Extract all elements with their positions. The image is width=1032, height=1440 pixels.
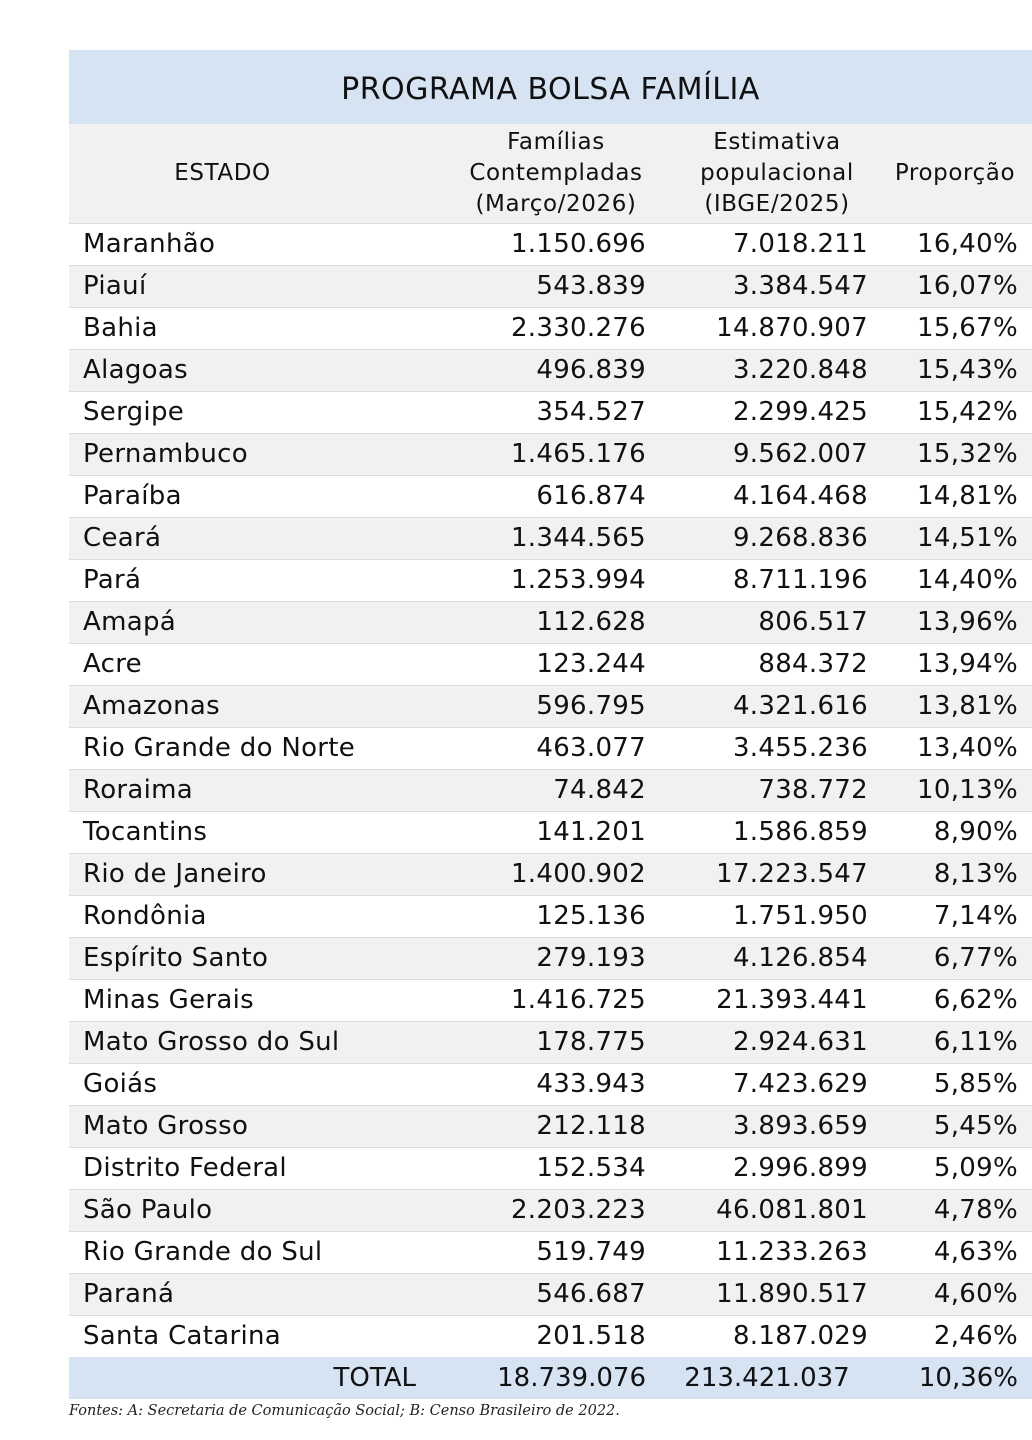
state-cell: Espírito Santo — [83, 943, 269, 973]
families-cell: 178.775 — [536, 1027, 646, 1057]
population-cell: 3.384.547 — [732, 271, 868, 301]
population-cell: 3.220.848 — [732, 355, 868, 385]
families-cell: 112.628 — [536, 607, 646, 637]
proportion-cell: 16,07% — [917, 271, 1018, 301]
table-row — [69, 1063, 1032, 1105]
proportion-cell: 13,40% — [917, 733, 1018, 763]
state-cell: Piauí — [83, 271, 147, 301]
state-cell: Mato Grosso — [83, 1111, 249, 1141]
families-cell: 1.400.902 — [510, 859, 646, 889]
families-cell: 125.136 — [536, 901, 646, 931]
state-cell: Goiás — [83, 1069, 158, 1099]
column-header-proportion: Proporção — [894, 159, 1016, 186]
column-header-state: ESTADO — [174, 159, 271, 186]
families-cell: 616.874 — [536, 481, 646, 511]
state-cell: Mato Grosso do Sul — [83, 1027, 340, 1057]
proportion-cell: 5,45% — [933, 1111, 1018, 1141]
proportion-cell: 6,77% — [933, 943, 1018, 973]
table-body — [69, 223, 1032, 1357]
state-cell: Rondônia — [83, 901, 207, 931]
families-cell: 463.077 — [536, 733, 646, 763]
families-cell: 2.330.276 — [510, 313, 646, 343]
total-label: TOTAL — [333, 1363, 416, 1393]
proportion-cell: 5,09% — [933, 1153, 1018, 1183]
population-cell: 7.018.211 — [732, 229, 868, 259]
column-header-row — [69, 124, 1032, 223]
state-cell: Minas Gerais — [83, 985, 255, 1015]
population-cell: 3.455.236 — [732, 733, 868, 763]
proportion-cell: 6,62% — [933, 985, 1018, 1015]
families-cell: 519.749 — [536, 1237, 646, 1267]
table-row — [69, 349, 1032, 391]
population-cell: 46.081.801 — [716, 1195, 868, 1225]
population-cell: 3.893.659 — [732, 1111, 868, 1141]
table-row — [69, 307, 1032, 349]
table-row — [69, 979, 1032, 1021]
state-cell: Maranhão — [83, 229, 216, 259]
state-cell: São Paulo — [83, 1195, 213, 1225]
proportion-cell: 14,81% — [917, 481, 1018, 511]
total-population: 213.421.037 — [684, 1363, 850, 1393]
proportion-cell: 5,85% — [933, 1069, 1018, 1099]
families-cell: 1.344.565 — [510, 523, 646, 553]
proportion-cell: 8,90% — [933, 817, 1018, 847]
proportion-cell: 13,96% — [917, 607, 1018, 637]
proportion-cell: 15,67% — [917, 313, 1018, 343]
families-cell: 123.244 — [536, 649, 646, 679]
state-cell: Paraíba — [83, 481, 182, 511]
total-proportion: 10,36% — [918, 1363, 1018, 1393]
table-row — [69, 937, 1032, 979]
families-cell: 1.465.176 — [510, 439, 646, 469]
families-cell: 152.534 — [536, 1153, 646, 1183]
proportion-cell: 2,46% — [933, 1321, 1018, 1352]
state-cell: Pará — [83, 565, 142, 595]
bolsa-familia-table-sheet — [69, 50, 1032, 1419]
column-header-population — [646, 124, 868, 223]
table-row — [69, 1147, 1032, 1189]
families-cell: 596.795 — [536, 691, 646, 721]
population-cell: 4.126.854 — [732, 943, 868, 973]
column-header-population-line: populacional — [700, 159, 854, 186]
proportion-cell: 14,40% — [917, 565, 1018, 595]
table-row — [69, 517, 1032, 559]
families-cell: 543.839 — [536, 271, 646, 301]
table-row — [69, 643, 1032, 685]
table-row — [69, 265, 1032, 307]
table-row — [69, 1105, 1032, 1147]
population-cell: 1.586.859 — [732, 817, 868, 847]
column-header-families-line: Contempladas — [469, 159, 643, 186]
proportion-cell: 7,14% — [933, 901, 1018, 931]
population-cell: 11.890.517 — [716, 1279, 868, 1309]
column-header-families — [446, 124, 646, 223]
population-cell: 884.372 — [758, 649, 868, 679]
table-row — [69, 1189, 1032, 1231]
state-cell: Pernambuco — [83, 439, 248, 469]
families-cell: 546.687 — [536, 1279, 646, 1309]
proportion-cell: 4,63% — [933, 1237, 1018, 1267]
population-cell: 8.711.196 — [732, 565, 868, 595]
state-cell: Tocantins — [83, 817, 208, 847]
state-cell: Roraima — [83, 775, 194, 805]
table-row — [69, 1021, 1032, 1063]
proportion-cell: 13,94% — [917, 649, 1018, 679]
population-cell: 4.164.468 — [732, 481, 868, 511]
column-header-families-line: Famílias — [507, 128, 605, 155]
table-row — [69, 811, 1032, 853]
table-row — [69, 223, 1032, 265]
table-row — [69, 685, 1032, 727]
population-cell: 4.321.616 — [732, 691, 868, 721]
table-row — [69, 769, 1032, 811]
population-cell: 2.299.425 — [732, 397, 868, 427]
table-title-bar — [69, 50, 1032, 124]
population-cell: 7.423.629 — [732, 1069, 868, 1099]
state-cell: Rio Grande do Norte — [83, 733, 356, 763]
families-cell: 279.193 — [536, 943, 646, 973]
table-row — [69, 895, 1032, 937]
proportion-cell: 15,43% — [917, 355, 1018, 385]
sources-footnote: Fontes: A: Secretaria de Comunicação Social; B: Censo Brasileiro de 2022. — [69, 1403, 620, 1419]
proportion-cell: 16,40% — [917, 229, 1018, 259]
table-row — [69, 727, 1032, 769]
families-cell: 212.118 — [536, 1111, 646, 1141]
families-cell: 354.527 — [536, 397, 646, 427]
state-cell: Alagoas — [83, 355, 188, 385]
total-row — [69, 1357, 1032, 1399]
state-cell: Santa Catarina — [83, 1321, 282, 1352]
families-cell: 1.416.725 — [510, 985, 646, 1015]
population-cell: 2.996.899 — [732, 1153, 868, 1183]
families-cell: 1.150.696 — [510, 229, 646, 259]
families-cell: 2.203.223 — [510, 1195, 646, 1225]
proportion-cell: 4,78% — [933, 1195, 1018, 1225]
state-cell: Ceará — [83, 523, 162, 553]
state-cell: Acre — [83, 649, 142, 679]
table-row — [69, 1315, 1032, 1357]
proportion-cell: 14,51% — [917, 523, 1018, 553]
proportion-cell: 6,11% — [933, 1027, 1018, 1057]
families-cell: 496.839 — [536, 355, 646, 385]
population-cell: 8.187.029 — [732, 1321, 868, 1352]
proportion-cell: 10,13% — [917, 775, 1018, 805]
families-cell: 1.253.994 — [510, 565, 646, 595]
proportion-cell: 15,32% — [917, 439, 1018, 469]
families-cell: 433.943 — [536, 1069, 646, 1099]
state-cell: Amazonas — [83, 691, 220, 721]
column-header-population-line: (IBGE/2025) — [704, 190, 850, 217]
families-cell: 201.518 — [536, 1321, 646, 1352]
table-row — [69, 601, 1032, 643]
table-row — [69, 853, 1032, 895]
population-cell: 17.223.547 — [716, 859, 868, 889]
column-header-families-line: (Março/2026) — [475, 190, 637, 217]
proportion-cell: 4,60% — [933, 1279, 1018, 1309]
total-families: 18.739.076 — [497, 1363, 646, 1393]
families-cell: 74.842 — [553, 775, 646, 805]
state-cell: Rio Grande do Sul — [83, 1237, 323, 1267]
table-row — [69, 433, 1032, 475]
table-row — [69, 1273, 1032, 1315]
population-cell: 9.562.007 — [732, 439, 868, 469]
state-cell: Distrito Federal — [83, 1153, 287, 1183]
table-title: PROGRAMA BOLSA FAMÍLIA — [341, 71, 760, 107]
state-cell: Bahia — [83, 313, 158, 343]
population-cell: 2.924.631 — [732, 1027, 868, 1057]
state-cell: Paraná — [83, 1279, 175, 1309]
population-cell: 1.751.950 — [732, 901, 868, 931]
table-row — [69, 1231, 1032, 1273]
table-row — [69, 391, 1032, 433]
population-cell: 21.393.441 — [716, 985, 868, 1015]
population-cell: 738.772 — [758, 775, 868, 805]
population-cell: 806.517 — [758, 607, 868, 637]
population-cell: 9.268.836 — [732, 523, 868, 553]
population-cell: 11.233.263 — [716, 1237, 868, 1267]
proportion-cell: 13,81% — [917, 691, 1018, 721]
state-cell: Rio de Janeiro — [83, 859, 267, 889]
proportion-cell: 8,13% — [933, 859, 1018, 889]
proportion-cell: 15,42% — [917, 397, 1018, 427]
table-row — [69, 475, 1032, 517]
population-cell: 14.870.907 — [716, 313, 868, 343]
families-cell: 141.201 — [536, 817, 646, 847]
state-cell: Sergipe — [83, 397, 185, 427]
state-cell: Amapá — [83, 607, 176, 637]
table-row — [69, 559, 1032, 601]
states-table — [69, 124, 1032, 1399]
column-header-population-line: Estimativa — [713, 128, 841, 155]
